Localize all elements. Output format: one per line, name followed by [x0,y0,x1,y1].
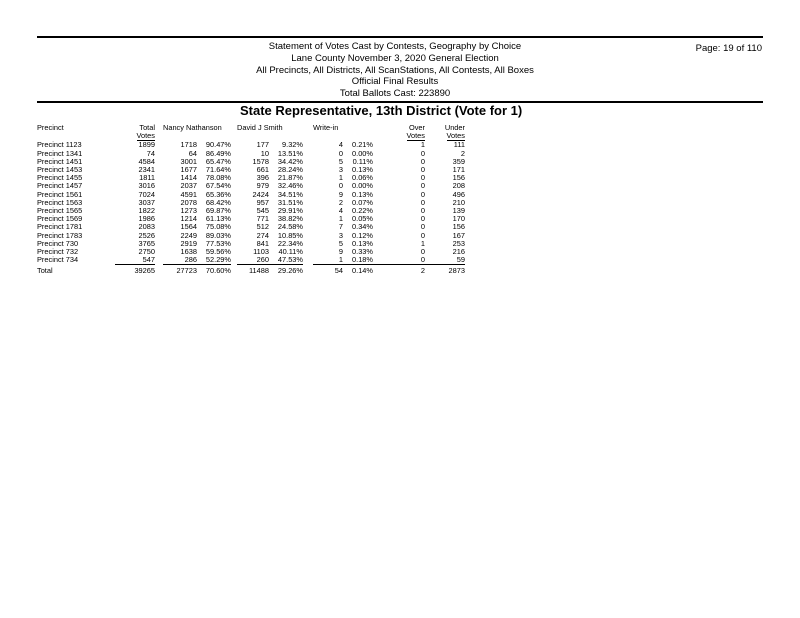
nathanson-votes: 1718 [180,140,197,150]
nathanson-pct: 59.56% [205,247,231,257]
writein-votes: 54 [334,266,343,276]
table-row [37,232,465,240]
col-candidate-nathanson: Nancy Nathanson [163,123,222,132]
nathanson-votes: 3001 [180,156,197,166]
nathanson-votes: 1564 [180,222,197,232]
over-votes: 0 [420,222,425,232]
nathanson-votes: 2249 [180,230,197,240]
writein-pct: 0.11% [352,156,373,166]
over-votes: 1 [420,238,425,248]
under-votes: 59 [425,256,465,265]
over-votes: 0 [420,197,425,207]
total-votes: 1811 [139,173,155,183]
smith-votes: 841 [256,238,269,248]
smith-votes: 1578 [252,156,269,166]
table-row [37,158,465,166]
precinct-name: Precinct 1457 [37,181,83,191]
over-votes: 0 [420,165,425,175]
precinct-name: Precinct 1569 [37,214,83,224]
total-votes: 7024 [138,189,155,199]
over-votes: 0 [420,189,425,199]
nathanson-votes: 1677 [180,165,197,175]
writein-votes: 4 [338,206,343,216]
under-votes: 111 [453,140,465,150]
writein-pct: 0.21% [352,140,373,150]
writein-pct: 0.33% [352,247,373,257]
total-votes: 547 [115,256,155,265]
writein-pct: 0.34% [352,222,373,232]
smith-votes: 10 [260,148,269,158]
over-votes: 0 [420,230,425,240]
precinct-name: Precinct 1123 [37,140,82,150]
report-scope: All Precincts, All Districts, All ScanStations, All Contests, All Boxes [256,64,534,76]
writein-pct: 0.13% [352,165,373,175]
nathanson-votes: 4591 [180,189,197,199]
over-votes: 0 [420,214,425,224]
precinct-name: Precinct 1783 [37,230,83,240]
over-votes: 0 [420,173,425,183]
writein-pct: 0.07% [352,197,373,207]
total-votes: 74 [146,148,155,158]
under-votes: 170 [452,214,465,224]
smith-pct: 13.51% [277,148,303,158]
nathanson-pct: 69.87% [205,206,231,216]
table-row [37,256,465,265]
smith-votes: 177 [256,140,269,150]
under-votes: 216 [452,247,465,257]
smith-pct: 34.51% [277,189,303,199]
under-votes: 156 [452,222,465,232]
writein-pct: 0.18% [343,256,373,265]
table-row [37,223,465,231]
table-row [37,141,465,149]
under-votes: 2873 [448,266,465,276]
table-row [37,207,465,215]
report-subtitle: Lane County November 3, 2020 General Election [291,52,499,64]
nathanson-pct: 75.08% [205,222,231,232]
smith-pct: 24.58% [277,222,303,232]
under-votes: 210 [452,197,465,207]
col-under-votes: Under Votes [444,123,465,141]
writein-votes: 0 [338,181,343,191]
nathanson-pct: 77.53% [205,238,231,248]
writein-pct: 0.12% [352,230,373,240]
nathanson-pct: 68.42% [205,197,231,207]
table-row [37,174,465,182]
nathanson-votes: 27723 [176,266,197,276]
smith-votes: 396 [256,173,269,183]
under-votes: 253 [452,238,465,248]
under-votes: 496 [452,189,465,199]
table-row [37,240,465,248]
writein-votes: 5 [338,156,343,166]
smith-votes: 771 [256,214,269,224]
total-votes: 39265 [134,266,155,276]
over-votes: 1 [420,140,425,150]
contest-title: State Representative, 13th District (Vote for 1) [240,103,523,118]
nathanson-pct: 86.49% [205,148,231,158]
page-number: Page: 19 of 110 [695,43,762,54]
precinct-name: Precinct 732 [37,247,79,257]
smith-votes: 661 [256,165,269,175]
precinct-name: Precinct 1453 [37,165,83,175]
writein-pct: 0.06% [352,173,373,183]
table-row [37,166,465,174]
nathanson-votes: 64 [188,148,197,158]
over-votes: 0 [420,206,425,216]
smith-votes: 979 [256,181,269,191]
smith-votes: 274 [256,230,269,240]
smith-pct: 22.34% [277,238,303,248]
total-ballots: Total Ballots Cast: 223890 [339,88,451,100]
writein-pct: 0.00% [352,181,373,191]
precinct-name: Precinct 1565 [37,206,83,216]
writein-pct: 0.05% [352,214,373,224]
top-rule [37,36,763,38]
over-votes: 0 [420,156,425,166]
col-write-in: Write-in [313,123,339,132]
smith-pct: 47.53% [269,256,303,265]
smith-pct: 29.91% [277,206,303,216]
smith-votes: 260 [237,256,269,265]
total-votes: 3765 [138,238,155,248]
total-votes: 3016 [138,181,155,191]
under-votes: 139 [452,206,465,216]
nathanson-pct: 78.08% [205,173,231,183]
total-votes: 1986 [138,214,155,224]
nathanson-votes: 2919 [180,238,197,248]
nathanson-votes: 1414 [180,173,197,183]
precinct-name: Precinct 1455 [37,173,83,183]
writein-pct: 0.14% [352,266,373,276]
over-votes: 0 [373,256,425,265]
writein-votes: 9 [338,247,343,257]
total-votes: 3037 [138,197,155,207]
smith-votes: 512 [256,222,269,232]
results-table [37,124,465,276]
nathanson-votes: 2037 [180,181,197,191]
smith-votes: 1103 [253,247,269,257]
table-row [37,199,465,207]
smith-pct: 10.85% [277,230,303,240]
total-votes: 2750 [138,247,155,257]
col-candidate-smith: David J Smith [237,123,283,132]
under-votes: 156 [452,173,465,183]
smith-votes: 957 [256,197,269,207]
writein-pct: 0.00% [352,148,373,158]
under-votes: 359 [452,156,465,166]
writein-votes: 1 [313,256,343,265]
total-votes: 2083 [138,222,155,232]
nathanson-pct: 65.47% [205,156,231,166]
over-votes: 0 [420,148,425,158]
precinct-name: Precinct 1561 [37,189,83,199]
precinct-name: Total [37,265,53,275]
writein-votes: 1 [338,173,343,183]
total-votes: 1822 [138,206,155,216]
writein-votes: 3 [338,230,343,240]
writein-votes: 0 [338,148,343,158]
nathanson-pct: 61.13% [205,214,231,224]
under-votes: 171 [452,165,465,175]
smith-votes: 2424 [252,189,269,199]
smith-pct: 29.26% [277,266,303,276]
smith-pct: 21.87% [277,173,303,183]
nathanson-pct: 89.03% [205,230,231,240]
writein-votes: 1 [338,214,343,224]
col-over-votes: Over Votes [406,123,425,141]
precinct-name: Precinct 730 [37,238,79,248]
total-votes: 2341 [138,165,155,175]
smith-pct: 9.32% [282,140,303,150]
total-votes: 1899 [138,140,155,150]
smith-pct: 32.46% [277,181,303,191]
nathanson-votes: 1214 [180,214,197,224]
under-votes: 167 [452,230,465,240]
smith-pct: 31.51% [277,197,303,207]
smith-pct: 34.42% [277,156,303,166]
under-votes: 208 [452,181,465,191]
writein-votes: 4 [338,140,343,150]
nathanson-pct: 71.64% [205,165,231,175]
table-row [37,248,465,256]
writein-pct: 0.22% [352,206,373,216]
report-status: Official Final Results [351,76,439,88]
total-row [37,265,465,276]
col-total-votes: Total Votes [136,123,155,141]
nathanson-pct: 52.29% [197,256,231,265]
smith-pct: 40.11% [278,247,303,257]
table-row [37,191,465,199]
nathanson-pct: 67.54% [205,181,231,191]
writein-votes: 5 [338,238,343,248]
table-row [37,215,465,223]
over-votes: 0 [420,247,425,257]
writein-votes: 7 [338,222,343,232]
writein-pct: 0.13% [352,189,373,199]
nathanson-votes: 1273 [180,206,197,216]
precinct-name: Precinct 1341 [37,148,83,158]
over-votes: 0 [420,181,425,191]
smith-pct: 38.82% [277,214,303,224]
smith-votes: 545 [256,206,269,216]
nathanson-votes: 2078 [180,197,197,207]
report-header [120,41,670,100]
nathanson-pct: 70.60% [205,266,231,276]
precinct-name: Precinct 1781 [37,222,83,232]
precinct-name: Precinct 1563 [37,197,83,207]
writein-votes: 2 [338,197,343,207]
writein-votes: 9 [338,189,343,199]
nathanson-pct: 90.47% [205,140,231,150]
precinct-name: Precinct 734 [37,255,79,265]
table-row [37,150,465,158]
nathanson-pct: 65.36% [205,189,231,199]
smith-votes: 11488 [248,266,269,276]
report-title: Statement of Votes Cast by Contests, Geography by Choice [268,41,522,52]
over-votes: 2 [420,266,425,276]
precinct-name: Precinct 1451 [37,156,83,166]
nathanson-votes: 1638 [180,247,197,257]
writein-pct: 0.13% [352,238,373,248]
total-votes: 2526 [138,230,155,240]
writein-votes: 3 [338,165,343,175]
col-precinct: Precinct [37,123,64,132]
smith-pct: 28.24% [277,165,303,175]
table-row [37,182,465,190]
under-votes: 2 [460,148,465,158]
total-votes: 4584 [138,156,155,166]
nathanson-votes: 286 [163,256,197,265]
